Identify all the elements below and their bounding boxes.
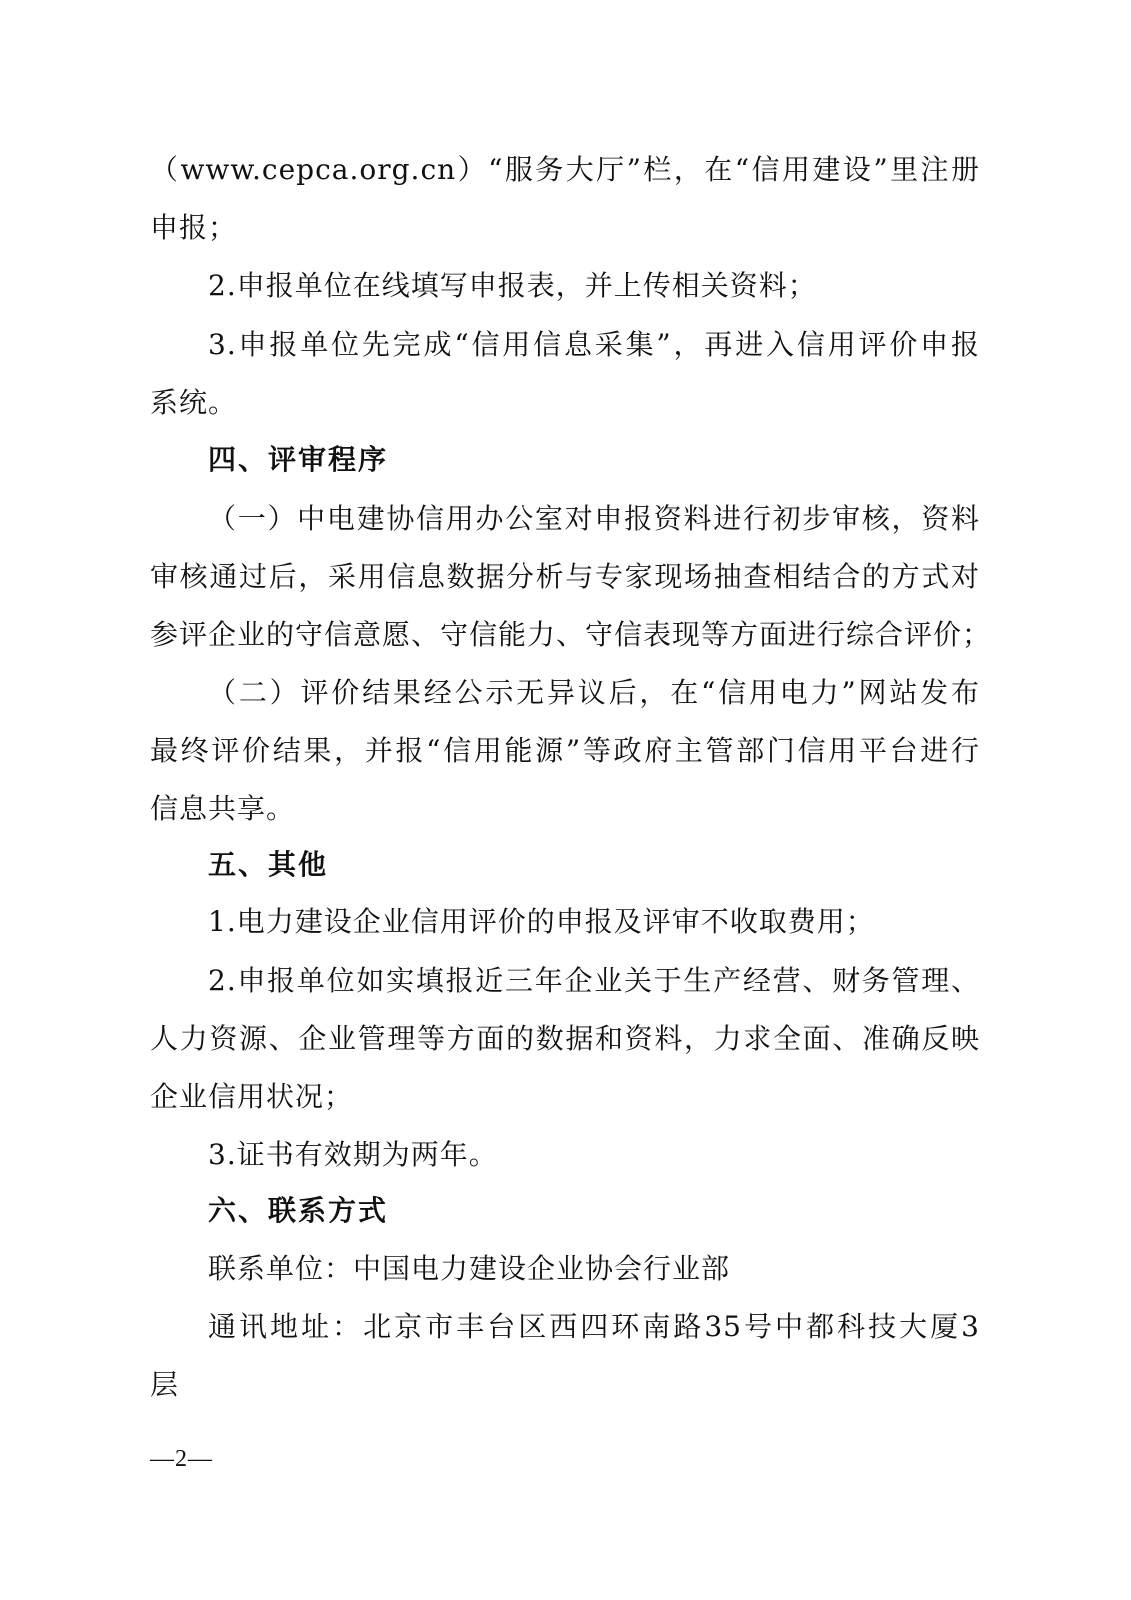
body-text-line: 参评企业的守信意愿、守信能力、守信表现等方面进行综合评价； <box>150 618 992 651</box>
body-text-line: 系统。 <box>150 386 238 419</box>
section-heading: 四、评审程序 <box>208 443 389 476</box>
body-text-line: 申报； <box>150 211 238 244</box>
body-text-line: 2.申报单位如实填报近三年企业关于生产经营、财务管理、 <box>208 964 980 997</box>
page-number: —2— <box>150 1446 213 1472</box>
contact-address-continuation: 层 <box>150 1368 180 1401</box>
body-text-line: 企业信用状况； <box>150 1080 354 1113</box>
section-heading: 五、其他 <box>208 848 329 881</box>
body-text-line: 信息共享。 <box>150 792 296 825</box>
body-text-line: 审核通过后，采用信息数据分析与专家现场抽查相结合的方式对 <box>150 560 980 593</box>
body-text-line: 最终评价结果，并报“信用能源”等政府主管部门信用平台进行 <box>150 734 980 767</box>
body-text-line: 2.申报单位在线填写申报表，并上传相关资料； <box>208 269 817 302</box>
body-text-line: （一）中电建协信用办公室对申报资料进行初步审核，资料 <box>208 502 980 535</box>
body-text-line: 3.证书有效期为两年。 <box>208 1138 498 1171</box>
body-text-line: （www.cepca.org.cn）“服务大厅”栏，在“信用建设”里注册 <box>150 153 980 186</box>
body-text-line: 人力资源、企业管理等方面的数据和资料，力求全面、准确反映 <box>150 1022 980 1055</box>
body-text-line: （二）评价结果经公示无异议后，在“信用电力”网站发布 <box>208 676 980 709</box>
section-heading: 六、联系方式 <box>208 1194 389 1227</box>
contact-unit: 联系单位：中国电力建设企业协会行业部 <box>208 1252 731 1285</box>
body-text-line: 3.申报单位先完成“信用信息采集”，再进入信用评价申报 <box>208 328 980 361</box>
body-text-line: 1.电力建设企业信用评价的申报及评审不收取费用； <box>208 905 875 938</box>
contact-address: 通讯地址：北京市丰台区西四环南路35号中都科技大厦3 <box>208 1310 980 1343</box>
